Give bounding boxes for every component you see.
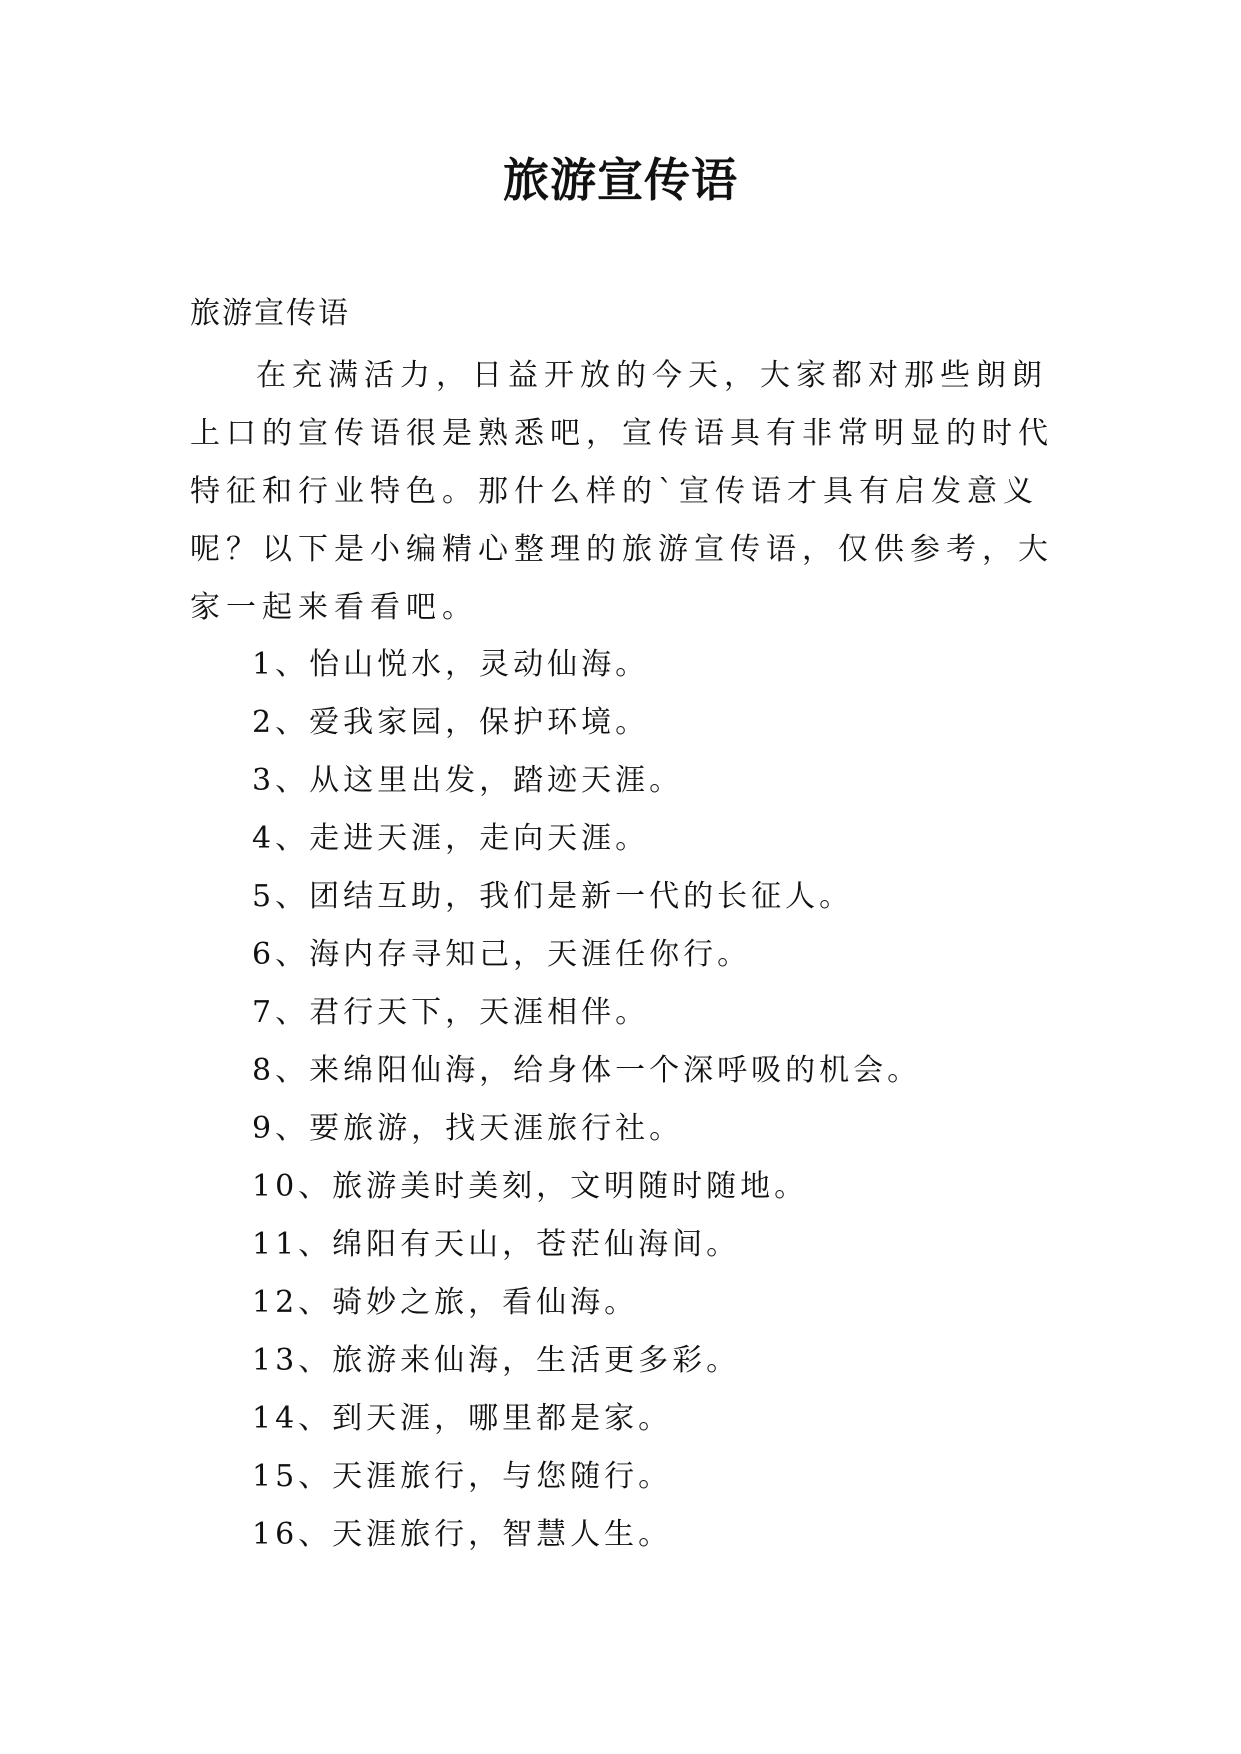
slogan-item: 9、要旅游，找天涯旅行社。 bbox=[252, 1111, 684, 1146]
slogan-item: 5、团结互助，我们是新一代的长征人。 bbox=[252, 879, 854, 914]
intro-paragraph: 在充满活力，日益开放的今天，大家都对那些朗朗上口的宣传语很是熟悉吧，宣传语具有非常明显的时代特征和行业特色。那什么样的`宣传语才具有启发意义呢？以下是小编精心整理的旅游宣传语，仅供参考，大家一起来看看吧。 bbox=[190, 358, 1054, 625]
slogan-item: 15、天涯旅行，与您随行。 bbox=[252, 1459, 673, 1494]
slogan-item: 6、海内存寻知己，天涯任你行。 bbox=[252, 937, 752, 972]
slogan-item: 3、从这里出发，踏迹天涯。 bbox=[252, 763, 684, 798]
slogan-item: 13、旅游来仙海，生活更多彩。 bbox=[252, 1343, 741, 1378]
slogan-item: 1、怡山悦水，灵动仙海。 bbox=[252, 647, 650, 682]
slogan-item: 2、爱我家园，保护环境。 bbox=[252, 705, 650, 740]
document-title: 旅游宣传语 bbox=[503, 153, 738, 207]
slogan-list bbox=[252, 636, 921, 1564]
slogan-item: 14、到天涯，哪里都是家。 bbox=[252, 1401, 673, 1436]
slogan-item: 7、君行天下，天涯相伴。 bbox=[252, 995, 650, 1030]
slogan-item: 12、骑妙之旅，看仙海。 bbox=[252, 1285, 639, 1320]
slogan-item: 11、绵阳有天山，苍茫仙海间。 bbox=[252, 1227, 741, 1262]
slogan-item: 10、旅游美时美刻，文明随时随地。 bbox=[252, 1169, 809, 1204]
slogan-item: 16、天涯旅行，智慧人生。 bbox=[252, 1517, 673, 1552]
slogan-item: 4、走进天涯，走向天涯。 bbox=[252, 821, 650, 856]
slogan-item: 8、来绵阳仙海，给身体一个深呼吸的机会。 bbox=[252, 1053, 922, 1088]
document-subtitle: 旅游宣传语 bbox=[190, 296, 350, 331]
